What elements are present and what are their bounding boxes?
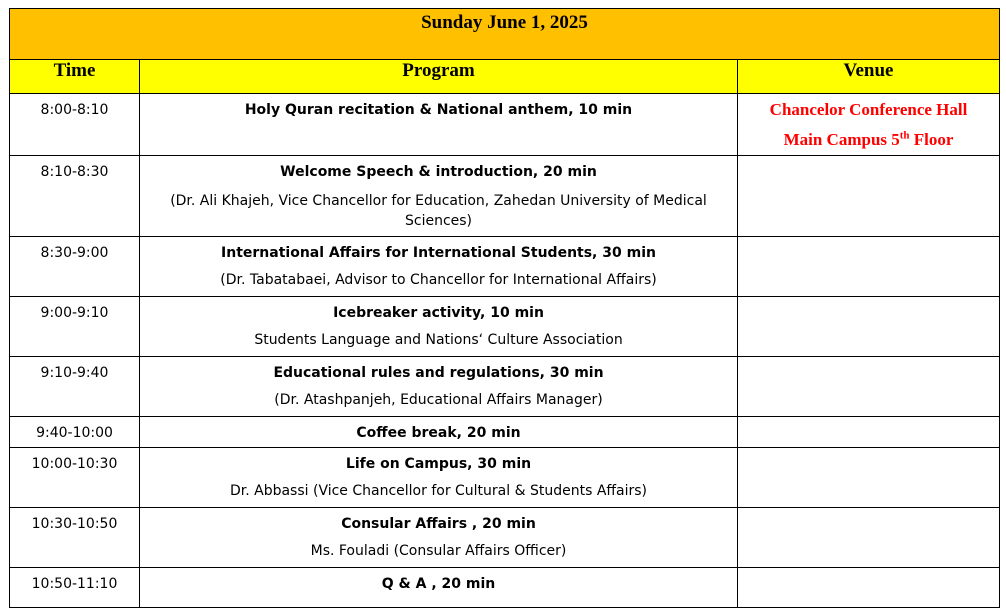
header-program: Program	[140, 60, 738, 94]
program-cell	[140, 508, 738, 568]
time-cell: 9:10-9:40	[10, 357, 140, 417]
program-cell	[140, 94, 738, 156]
program-description: (Dr. Atashpanjeh, Educational Affairs Manager)	[274, 392, 603, 408]
table-row	[10, 297, 1000, 357]
program-description: (Dr. Tabatabaei, Advisor to Chancellor for International Affairs)	[220, 272, 657, 288]
table-row	[10, 357, 1000, 417]
table-row	[10, 508, 1000, 568]
venue-cell	[738, 568, 1000, 608]
table-row	[10, 156, 1000, 237]
venue-cell	[738, 357, 1000, 417]
program-title: Welcome Speech & introduction, 20 min	[280, 164, 597, 180]
program-title: Coffee break, 20 min	[356, 425, 521, 441]
header-venue: Venue	[738, 60, 1000, 94]
venue-line2-prefix: Main Campus 5	[783, 130, 900, 149]
venue-line2-sup: th	[899, 129, 910, 142]
venue-cell	[738, 508, 1000, 568]
program-cell	[140, 568, 738, 608]
time-cell: 8:00-8:10	[10, 94, 140, 156]
time-cell: 10:00-10:30	[10, 448, 140, 508]
table-row	[10, 448, 1000, 508]
venue-cell	[738, 448, 1000, 508]
program-description: Dr. Abbassi (Vice Chancellor for Cultural & Students Affairs)	[229, 483, 648, 499]
program-title: Q & A , 20 min	[381, 576, 496, 592]
program-cell	[140, 297, 738, 357]
time-cell: 8:10-8:30	[10, 156, 140, 237]
header-row	[10, 60, 1000, 94]
program-title: Consular Affairs , 20 min	[341, 516, 536, 532]
venue-cell	[738, 94, 1000, 156]
schedule-date-title: Sunday June 1, 2025	[10, 9, 1000, 60]
table-row	[10, 568, 1000, 608]
program-description: Ms. Fouladi (Consular Affairs Officer)	[310, 543, 567, 559]
venue-line1: Chancelor Conference Hall	[769, 100, 968, 119]
venue-cell	[738, 237, 1000, 297]
time-cell: 9:00-9:10	[10, 297, 140, 357]
program-cell	[140, 417, 738, 448]
program-title: Icebreaker activity, 10 min	[333, 305, 544, 321]
program-cell	[140, 237, 738, 297]
program-cell	[140, 448, 738, 508]
program-cell	[140, 357, 738, 417]
program-cell	[140, 156, 738, 237]
time-cell: 9:40-10:00	[10, 417, 140, 448]
venue-cell	[738, 297, 1000, 357]
schedule-table	[9, 8, 1000, 608]
program-description: (Dr. Ali Khajeh, Vice Chancellor for Education, Zahedan University of Medical Sciences)	[170, 193, 707, 229]
table-row	[10, 417, 1000, 448]
program-title: Educational rules and regulations, 30 min	[273, 365, 604, 381]
venue-cell	[738, 417, 1000, 448]
time-cell: 8:30-9:00	[10, 237, 140, 297]
program-title: Holy Quran recitation & National anthem, 10 min	[244, 102, 633, 118]
time-cell: 10:50-11:10	[10, 568, 140, 608]
program-title: International Affairs for International Students, 30 min	[221, 245, 656, 261]
table-row	[10, 237, 1000, 297]
program-description: Students Language and Nations‘ Culture Association	[254, 332, 623, 348]
program-title: Life on Campus, 30 min	[345, 456, 532, 472]
venue-cell	[738, 156, 1000, 237]
time-cell: 10:30-10:50	[10, 508, 140, 568]
table-row	[10, 94, 1000, 156]
header-time: Time	[10, 60, 140, 94]
venue-text	[738, 94, 999, 155]
venue-line2-suffix: Floor	[909, 130, 954, 149]
